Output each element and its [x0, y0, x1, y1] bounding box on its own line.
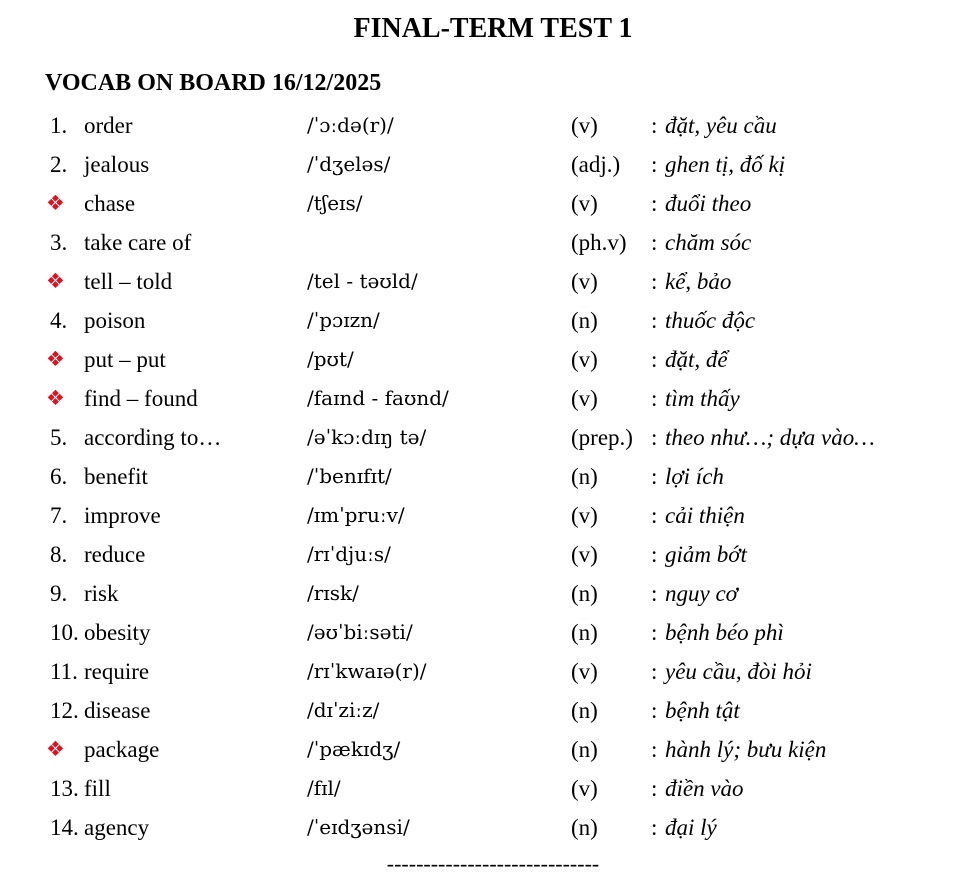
item-number: 8. [50, 542, 68, 567]
bullet-icon: ❖ [46, 191, 65, 215]
vocab-pronunciation: /ˈpækɪdʒ/ [307, 737, 401, 761]
item-number: 1. [50, 113, 68, 138]
vocab-meaning: lợi ích [665, 464, 724, 489]
vocab-pronunciation: /ˈpɔɪzn/ [307, 308, 380, 332]
vocab-meaning: đặt, để [665, 347, 728, 372]
item-number: 4. [50, 308, 68, 333]
vocab-meaning: yêu cầu, đòi hỏi [665, 659, 812, 684]
vocab-separator: : [651, 425, 658, 450]
vocab-separator: : [651, 152, 658, 177]
vocab-part-of-speech: (n) [571, 620, 598, 645]
vocab-word: put – put [84, 347, 166, 372]
vocab-pronunciation: /tʃeɪs/ [307, 191, 363, 215]
vocab-separator: : [651, 386, 658, 411]
vocab-meaning: thuốc độc [665, 308, 756, 333]
vocab-part-of-speech: (v) [571, 269, 598, 294]
vocab-separator: : [651, 464, 658, 489]
vocab-part-of-speech: (n) [571, 698, 598, 723]
vocab-part-of-speech: (v) [571, 503, 598, 528]
vocab-row [0, 769, 953, 808]
vocab-part-of-speech: (v) [571, 542, 598, 567]
vocab-word: order [84, 113, 133, 138]
vocab-meaning: nguy cơ [665, 581, 738, 606]
vocab-separator: : [651, 737, 658, 762]
vocab-meaning: ghen tị, đố kị [665, 152, 786, 177]
vocab-pronunciation: /fɪl/ [307, 776, 341, 800]
vocab-separator: : [651, 581, 658, 606]
vocab-pronunciation: /ˈeɪdʒənsi/ [307, 815, 410, 839]
vocab-pronunciation: /tel - təʊld/ [307, 269, 418, 293]
vocab-row [0, 808, 953, 847]
vocab-separator: : [651, 191, 658, 216]
vocab-part-of-speech: (v) [571, 776, 598, 801]
vocab-word: according to… [84, 425, 222, 450]
vocab-row [0, 496, 953, 535]
vocab-separator: : [651, 269, 658, 294]
vocab-word: jealous [84, 152, 150, 177]
vocab-list [0, 106, 953, 847]
vocab-part-of-speech: (prep.) [571, 425, 633, 450]
vocab-separator: : [651, 503, 658, 528]
item-number: 3. [50, 230, 68, 255]
vocab-row [0, 457, 953, 496]
vocab-part-of-speech: (n) [571, 815, 598, 840]
vocab-word: poison [84, 308, 146, 333]
item-number: 14. [50, 815, 79, 840]
vocab-pronunciation: /ɪmˈpruːv/ [307, 503, 405, 527]
item-number: 6. [50, 464, 68, 489]
vocab-meaning: kể, bảo [665, 269, 732, 294]
divider-line: ----------------------------- [386, 851, 600, 876]
vocab-word: reduce [84, 542, 146, 567]
vocab-word: risk [84, 581, 119, 606]
vocab-separator: : [651, 347, 658, 372]
vocab-separator: : [651, 620, 658, 645]
vocab-word: benefit [84, 464, 148, 489]
vocab-part-of-speech: (v) [571, 659, 598, 684]
page-title: FINAL-TERM TEST 1 [353, 13, 633, 44]
vocab-meaning: điền vào [665, 776, 744, 801]
vocab-part-of-speech: (ph.v) [571, 230, 627, 255]
vocab-row [0, 691, 953, 730]
vocab-part-of-speech: (n) [571, 581, 598, 606]
item-number: 2. [50, 152, 68, 177]
bullet-icon: ❖ [46, 386, 65, 410]
vocab-part-of-speech: (v) [571, 347, 598, 372]
bullet-icon: ❖ [46, 737, 65, 761]
vocab-pronunciation: /rɪsk/ [307, 581, 359, 605]
vocab-pronunciation: /əˈkɔːdɪŋ tə/ [307, 425, 427, 449]
bullet-icon: ❖ [46, 347, 65, 371]
vocab-part-of-speech: (v) [571, 386, 598, 411]
vocab-separator: : [651, 230, 658, 255]
item-number: 13. [50, 776, 79, 801]
section-heading: VOCAB ON BOARD 16/12/2025 [45, 70, 382, 96]
vocab-word: improve [84, 503, 161, 528]
vocab-word: take care of [84, 230, 192, 255]
vocab-meaning: hành lý; bưu kiện [665, 737, 827, 762]
vocab-word: package [84, 737, 160, 762]
vocab-separator: : [651, 659, 658, 684]
vocab-pronunciation: /dɪˈziːz/ [307, 698, 380, 722]
item-number: 11. [50, 659, 78, 684]
vocab-meaning: cải thiện [665, 503, 745, 528]
vocab-word: fill [84, 776, 111, 801]
vocab-part-of-speech: (n) [571, 464, 598, 489]
item-number: 7. [50, 503, 68, 528]
vocab-pronunciation: /əʊˈbiːsəti/ [307, 620, 413, 644]
vocab-separator: : [651, 308, 658, 333]
vocab-pronunciation: /ˈɔːdə(r)/ [307, 113, 394, 137]
vocab-part-of-speech: (n) [571, 308, 598, 333]
vocab-word: chase [84, 191, 136, 216]
vocab-row [0, 262, 953, 301]
item-number: 12. [50, 698, 79, 723]
vocab-separator: : [651, 815, 658, 840]
bullet-icon: ❖ [46, 269, 65, 293]
vocab-pronunciation: /ˈdʒeləs/ [307, 152, 391, 176]
item-number: 9. [50, 581, 68, 606]
vocab-separator: : [651, 542, 658, 567]
vocab-word: obesity [84, 620, 151, 645]
vocab-row [0, 184, 953, 223]
item-number: 5. [50, 425, 68, 450]
vocab-pronunciation: /rɪˈkwaɪə(r)/ [307, 659, 427, 683]
vocab-word: agency [84, 815, 150, 840]
vocab-row [0, 145, 953, 184]
vocab-word: require [84, 659, 150, 684]
vocab-row [0, 574, 953, 613]
vocab-meaning: đặt, yêu cầu [665, 113, 777, 138]
vocab-meaning: chăm sóc [665, 230, 752, 255]
vocab-row [0, 652, 953, 691]
vocab-word: disease [84, 698, 151, 723]
vocab-pronunciation: /rɪˈdjuːs/ [307, 542, 391, 566]
vocab-meaning: giảm bớt [665, 542, 747, 567]
vocab-pronunciation: /faɪnd - faʊnd/ [307, 386, 449, 410]
vocab-part-of-speech: (v) [571, 191, 598, 216]
vocab-meaning: bệnh tật [665, 698, 740, 723]
vocab-pronunciation: /ˈbenɪfɪt/ [307, 464, 392, 488]
vocab-pronunciation: /pʊt/ [307, 347, 354, 371]
vocab-part-of-speech: (v) [571, 113, 598, 138]
vocab-part-of-speech: (adj.) [571, 152, 621, 177]
vocab-row [0, 106, 953, 145]
vocab-separator: : [651, 698, 658, 723]
vocab-row [0, 223, 953, 262]
vocab-separator: : [651, 113, 658, 138]
vocab-row [0, 535, 953, 574]
vocab-meaning: bệnh béo phì [665, 620, 784, 645]
vocab-word: tell – told [84, 269, 173, 294]
vocab-meaning: theo như…; dựa vào… [665, 425, 875, 450]
vocab-row [0, 340, 953, 379]
vocab-row [0, 301, 953, 340]
vocab-meaning: đại lý [665, 815, 717, 840]
vocab-row [0, 418, 953, 457]
vocab-row [0, 730, 953, 769]
vocab-part-of-speech: (n) [571, 737, 598, 762]
vocab-word: find – found [84, 386, 198, 411]
vocab-row [0, 379, 953, 418]
vocab-meaning: tìm thấy [665, 386, 740, 411]
vocab-meaning: đuổi theo [665, 191, 752, 216]
vocab-separator: : [651, 776, 658, 801]
item-number: 10. [50, 620, 79, 645]
vocab-row [0, 613, 953, 652]
